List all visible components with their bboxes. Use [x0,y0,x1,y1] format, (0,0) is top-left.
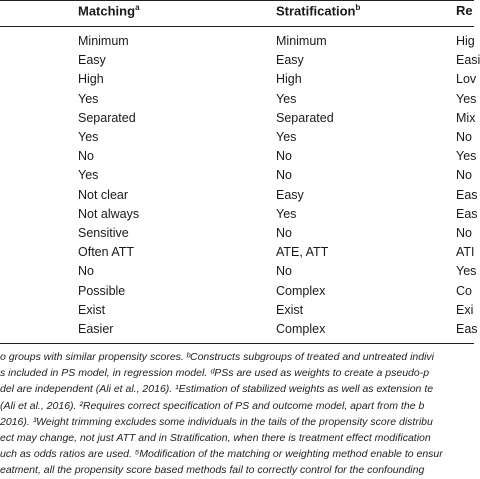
header-rule [0,26,474,27]
cell-stratification: Yes [276,130,297,144]
footnotes [0,349,474,479]
cell-stratification: Easy [276,187,304,202]
cell-stratification: Exist [276,302,304,317]
cell-regression: No [456,168,472,183]
footnote-line: s included in PS model, in regression model. ᵈPSs are used as weights to create a pseudo-p [0,367,430,380]
cell-stratification: Complex [276,283,326,298]
footnote-line: uch as odds ratios are used. ⁵Modification of the matching or weighting method enable to ensur [0,448,443,461]
cell-regression: Lov [456,72,477,87]
cell-regression: Yes [456,264,477,279]
cell-regression: Eas [456,322,478,336]
cell-stratification: No [276,168,292,183]
cell-regression: No [456,226,472,240]
cell-regression: ATI [456,245,475,260]
cell-stratification: No [276,264,292,279]
cell-stratification: Yes [276,91,297,106]
header-stratification [276,3,360,18]
cell-matching: Easier [78,322,114,336]
cell-stratification: Separated [276,110,334,125]
footnote-line: 2016). ³Weight trimming excludes some individuals in the tails of the propensity score distribu [0,415,433,428]
cell-matching: No [78,264,94,279]
cell-matching: Sensitive [78,226,129,240]
footnote-line: del are independent (Ali et al., 2016). ¹Estimation of stabilized weights as well as extension te [0,383,434,396]
cell-matching: Often ATT [78,245,135,260]
bottom-rule [0,343,474,344]
cell-stratification: Easy [276,53,304,68]
cell-regression: Yes [456,91,477,106]
cell-stratification: Yes [276,206,297,221]
cell-stratification: High [276,72,302,87]
cell-matching: High [78,72,104,87]
footnote-line: o groups with similar propensity scores. ᵇConstructs subgroups of treated and untreated indivi [0,351,434,363]
cell-matching: Easy [78,53,106,68]
cell-regression: Exi [456,302,474,317]
footnote-line: (Ali et al., 2016). ²Requires correct specification of PS and outcome model, apart from the b [0,399,425,412]
cell-regression: Co [456,283,472,298]
cell-stratification: Minimum [276,34,327,48]
cell-regression: Eas [456,187,478,202]
cell-regression: Eas [456,206,478,221]
cell-stratification: No [276,149,292,164]
cell-regression: Mix [456,110,476,125]
cell-regression: Yes [456,149,477,164]
cell-stratification: Complex [276,322,326,336]
cell-matching: Yes [78,130,99,144]
cell-stratification: ATE, ATT [276,245,329,260]
header-stratification-footnote-mark: b [355,3,361,12]
top-rule [0,0,474,1]
header-matching-label: Matching [78,3,136,19]
cell-regression: No [456,130,472,144]
cell-matching: Separated [78,110,136,125]
cell-matching: Not clear [78,187,129,202]
cell-matching: Exist [78,302,106,317]
cell-matching: Yes [78,168,99,183]
cell-stratification: No [276,226,292,240]
cell-regression: Hig [456,34,475,48]
cell-regression: Easi [456,53,480,68]
header-regression-label: Re [456,3,473,18]
cell-matching: Yes [78,91,99,106]
header-matching [78,3,140,18]
footnote-line: eatment, all the propensity score based methods fail to correctly control for the confounding [0,464,425,477]
cell-matching: No [78,149,94,164]
cell-matching: Minimum [78,34,129,48]
header-regression [456,3,473,18]
cell-matching: Possible [78,283,126,298]
header-stratification-label: Stratification [276,3,356,19]
header-matching-footnote-mark: a [135,3,140,12]
footnote-line: ect may change, not just ATT and in Stratification, when there is treatment effect modification [0,431,431,444]
cell-matching: Not always [78,206,140,221]
